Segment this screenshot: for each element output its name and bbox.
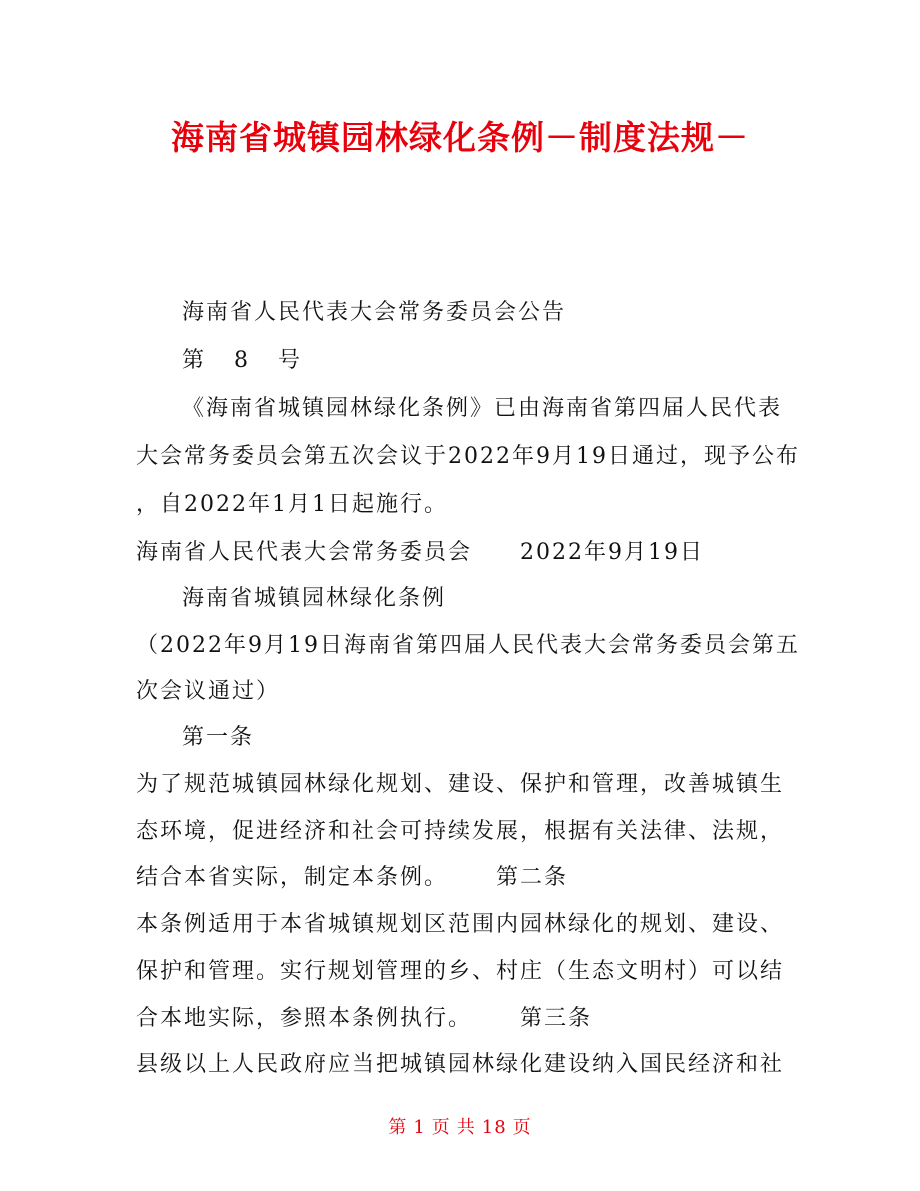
adoption-note-line-2: 次会议通过） [136, 679, 281, 704]
footer-label-2: 页 [431, 1117, 451, 1138]
current-page-number: 1 [413, 1117, 426, 1138]
document-title: 海南省城镇园林绿化条例－制度法规－ [171, 118, 749, 157]
article-1-heading: 第一条 [182, 725, 255, 750]
intro-line-2: 大会常务委员会第五次会议于2022年9月19日通过，现予公布 [136, 444, 800, 469]
issuer-line [136, 538, 704, 568]
number-prefix: 第 [182, 348, 207, 373]
number-value: 8 [234, 348, 251, 373]
article-2-line-3 [136, 1004, 592, 1034]
article-3-heading: 第三条 [520, 1006, 593, 1031]
article-2-line-1: 本条例适用于本省城镇规划区范围内园林绿化的规划、建设、 [136, 912, 785, 937]
intro-line-3: ，自2022年1月1日起施行。 [136, 492, 448, 517]
page-footer [0, 1113, 920, 1139]
announcement-number [182, 346, 302, 376]
article-3-line-1: 县级以上人民政府应当把城镇园林绿化建设纳入国民经济和社 [136, 1052, 785, 1077]
adoption-note-line-1: （2022年9月19日海南省第四届人民代表大会常务委员会第五 [136, 633, 800, 658]
article-2-text-end: 合本地实际，参照本条例执行。 [136, 1006, 473, 1031]
footer-label-3: 页 [512, 1117, 532, 1138]
issuer-name: 海南省人民代表大会常务委员会 [136, 540, 473, 565]
article-2-line-2: 保护和管理。实行规划管理的乡、村庄（生态文明村）可以结 [136, 959, 785, 984]
article-1-line-3 [136, 863, 568, 893]
law-title: 海南省城镇园林绿化条例 [182, 586, 447, 611]
article-1-line-2: 态环境，促进经济和社会可持续发展，根据有关法律、法规， [136, 819, 785, 844]
article-1-text-end: 结合本省实际，制定本条例。 [136, 865, 449, 890]
article-2-heading: 第二条 [496, 865, 569, 890]
footer-label-1: 第 [388, 1117, 408, 1138]
footer-total-label: 共 [456, 1117, 476, 1138]
total-pages-number: 18 [481, 1117, 507, 1138]
announcement-heading: 海南省人民代表大会常务委员会公告 [182, 300, 567, 325]
number-suffix: 号 [278, 348, 303, 373]
intro-line-1: 《海南省城镇园林绿化条例》已由海南省第四届人民代表 [182, 396, 783, 421]
article-1-line-1: 为了规范城镇园林绿化规划、建设、保护和管理，改善城镇生 [136, 772, 785, 797]
issue-date: 2022年9月19日 [520, 540, 704, 565]
